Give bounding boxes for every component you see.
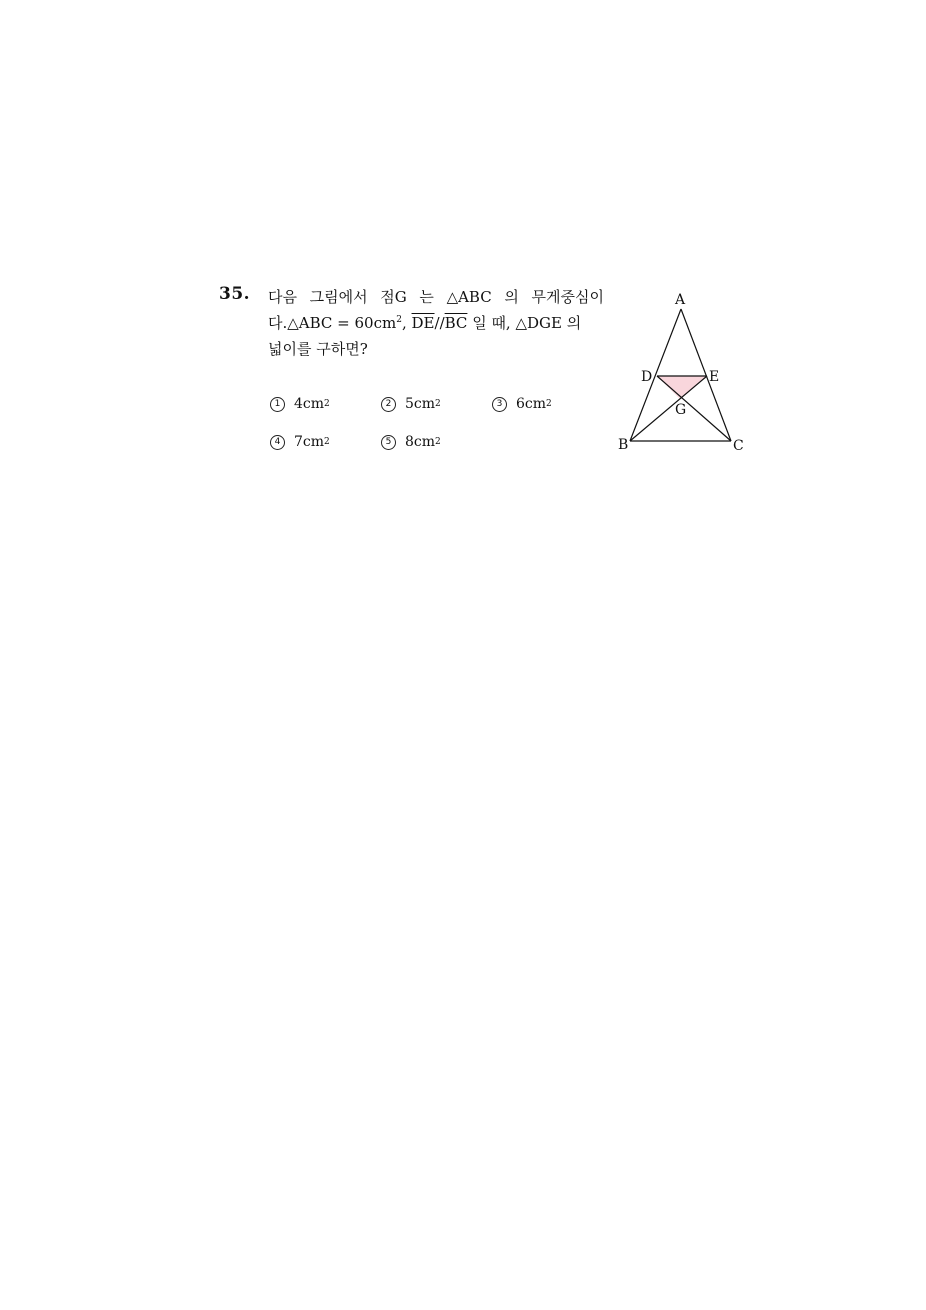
choice-2[interactable]: 2 5cm 2	[381, 396, 492, 412]
choice-value: 6cm	[516, 396, 547, 412]
stem-line-2-suffix: 일 때, △DGE 의	[472, 314, 582, 332]
label-g: G	[675, 402, 687, 418]
comma: ,	[401, 314, 407, 332]
triangle-figure	[610, 285, 760, 460]
stem-word: 다음	[268, 288, 297, 306]
triangle-dge-highlight	[657, 376, 707, 399]
label-a: A	[675, 292, 686, 308]
answer-choices	[270, 385, 610, 461]
label-d: D	[641, 369, 653, 385]
side-ab	[630, 309, 681, 441]
segment-de: $\overline{DE}$	[411, 314, 435, 332]
circled-number-icon: 4	[270, 435, 285, 450]
stem-word: 의	[504, 288, 519, 306]
label-b: B	[618, 437, 629, 453]
choice-row	[270, 423, 610, 461]
stem-word: △ABC	[446, 288, 492, 306]
label-e: E	[709, 369, 720, 385]
parallel-symbol: //	[434, 314, 445, 332]
circled-number-icon: 5	[381, 435, 396, 450]
stem-word: 무게중심이	[531, 288, 604, 306]
problem-number: 35.	[219, 284, 251, 304]
circled-number-icon: 2	[381, 397, 396, 412]
choice-5[interactable]: 5 8cm 2	[381, 434, 492, 450]
stem-line-3: 넓이를 구하면?	[268, 340, 368, 358]
stem-line-1	[268, 284, 604, 310]
segment-bc: $\overline{BC}$	[444, 314, 468, 332]
area-statement: 다.△ABC = 60cm	[268, 314, 397, 332]
stem-word: 그림에서	[309, 288, 368, 306]
area-exponent: 2	[396, 315, 402, 325]
choice-row	[270, 385, 610, 423]
stem-word: 는	[419, 288, 434, 306]
choice-value: 7cm	[294, 434, 325, 450]
choice-3[interactable]: 3 6cm 2	[492, 396, 603, 412]
label-c: C	[733, 438, 744, 454]
circled-number-icon: 3	[492, 397, 507, 412]
stem-word: 점G	[380, 288, 407, 306]
problem-stem	[268, 284, 604, 362]
triangle-diagram	[610, 285, 760, 460]
choice-value: 4cm	[294, 396, 325, 412]
choice-value: 5cm	[405, 396, 436, 412]
choice-4[interactable]: 4 7cm 2	[270, 434, 381, 450]
side-ac	[681, 309, 731, 441]
circled-number-icon: 1	[270, 397, 285, 412]
choice-1[interactable]: 1 4cm 2	[270, 396, 381, 412]
stem-line-2	[268, 310, 604, 336]
choice-value: 8cm	[405, 434, 436, 450]
